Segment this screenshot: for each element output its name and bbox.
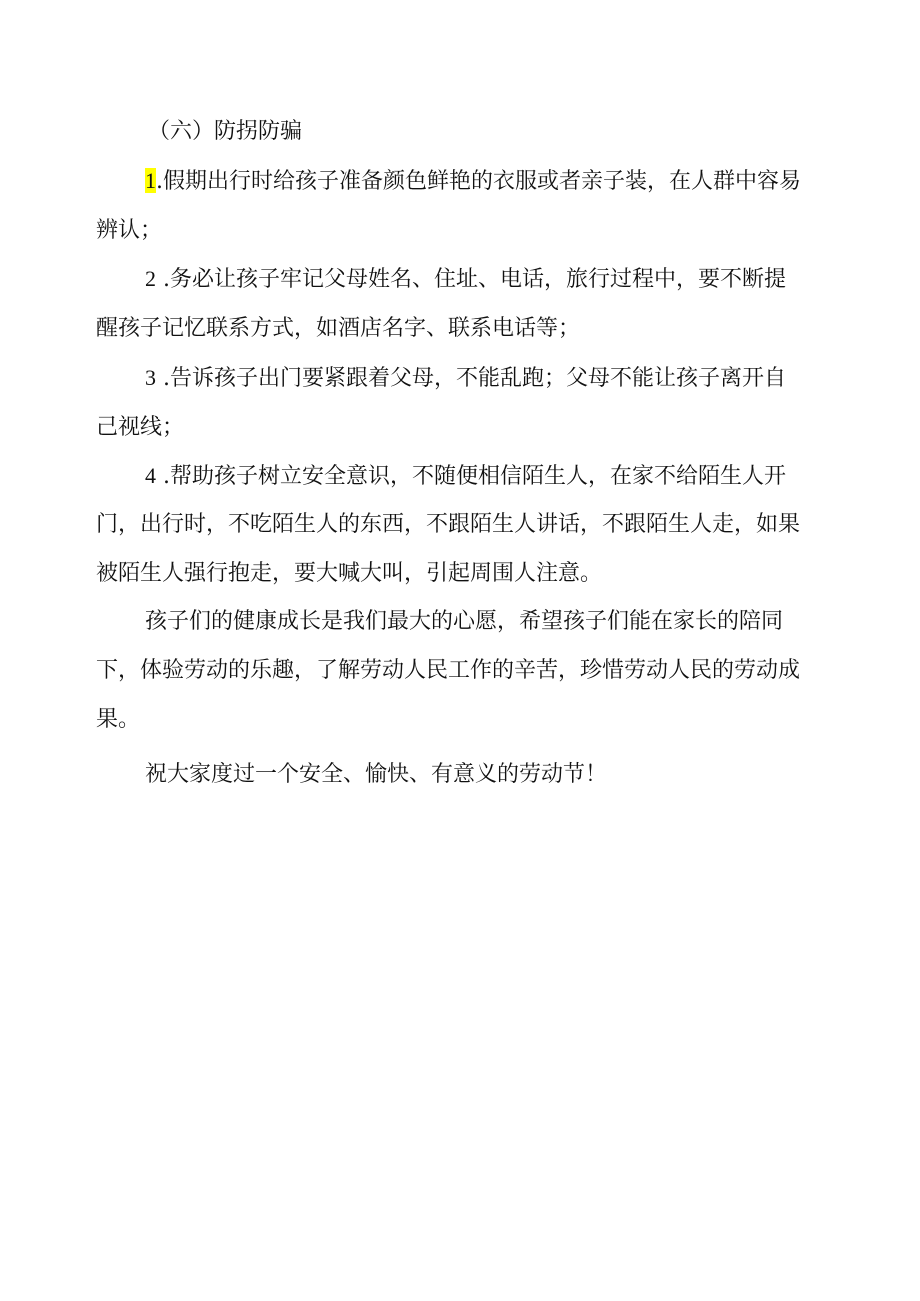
list-item-1-line-2: 辨认； (96, 218, 163, 243)
list-item-3-line-2: 己视线； (96, 415, 185, 440)
list-item-3-line-1 (145, 363, 786, 393)
list-item-2-text: .务必让孩子牢记父母姓名、住址、电话，旅行过程中，要不断提 (156, 267, 786, 292)
list-item-4-line-2: 门，出行时，不吃陌生人的东西，不跟陌生人讲话，不跟陌生人走，如果 (96, 512, 801, 537)
list-item-2-line-2: 醒孩子记忆联系方式，如酒店名字、联系电话等； (96, 316, 581, 341)
highlighted-item-number: 1 (145, 168, 156, 193)
item-number: 2 (145, 266, 156, 291)
list-item-1-line-1 (145, 166, 801, 196)
closing-paragraph-line-3: 果。 (96, 707, 141, 732)
list-item-2-line-1 (145, 264, 786, 294)
section-heading: （六）防拐防骗 (148, 119, 303, 144)
item-number: 4 (145, 463, 156, 488)
item-number: 3 (145, 365, 156, 390)
list-item-3-text: .告诉孩子出门要紧跟着父母，不能乱跑；父母不能让孩子离开自 (156, 366, 786, 391)
list-item-4-line-1 (145, 461, 786, 491)
closing-paragraph-line-1: 孩子们的健康成长是我们最大的心愿，希望孩子们能在家长的陪同 (145, 609, 784, 634)
closing-paragraph-line-2: 下，体验劳动的乐趣，了解劳动人民工作的辛苦，珍惜劳动人民的劳动成 (96, 658, 801, 683)
holiday-wish: 祝大家度过一个安全、愉快、有意义的劳动节！ (145, 762, 608, 787)
list-item-4-text: .帮助孩子树立安全意识，不随便相信陌生人，在家不给陌生人开 (156, 464, 786, 489)
list-item-1-text: .假期出行时给孩子准备颜色鲜艳的衣服或者亲子装，在人群中容易 (156, 169, 801, 194)
list-item-4-line-3: 被陌生人强行抱走，要大喊大叫，引起周围人注意。 (96, 561, 603, 586)
